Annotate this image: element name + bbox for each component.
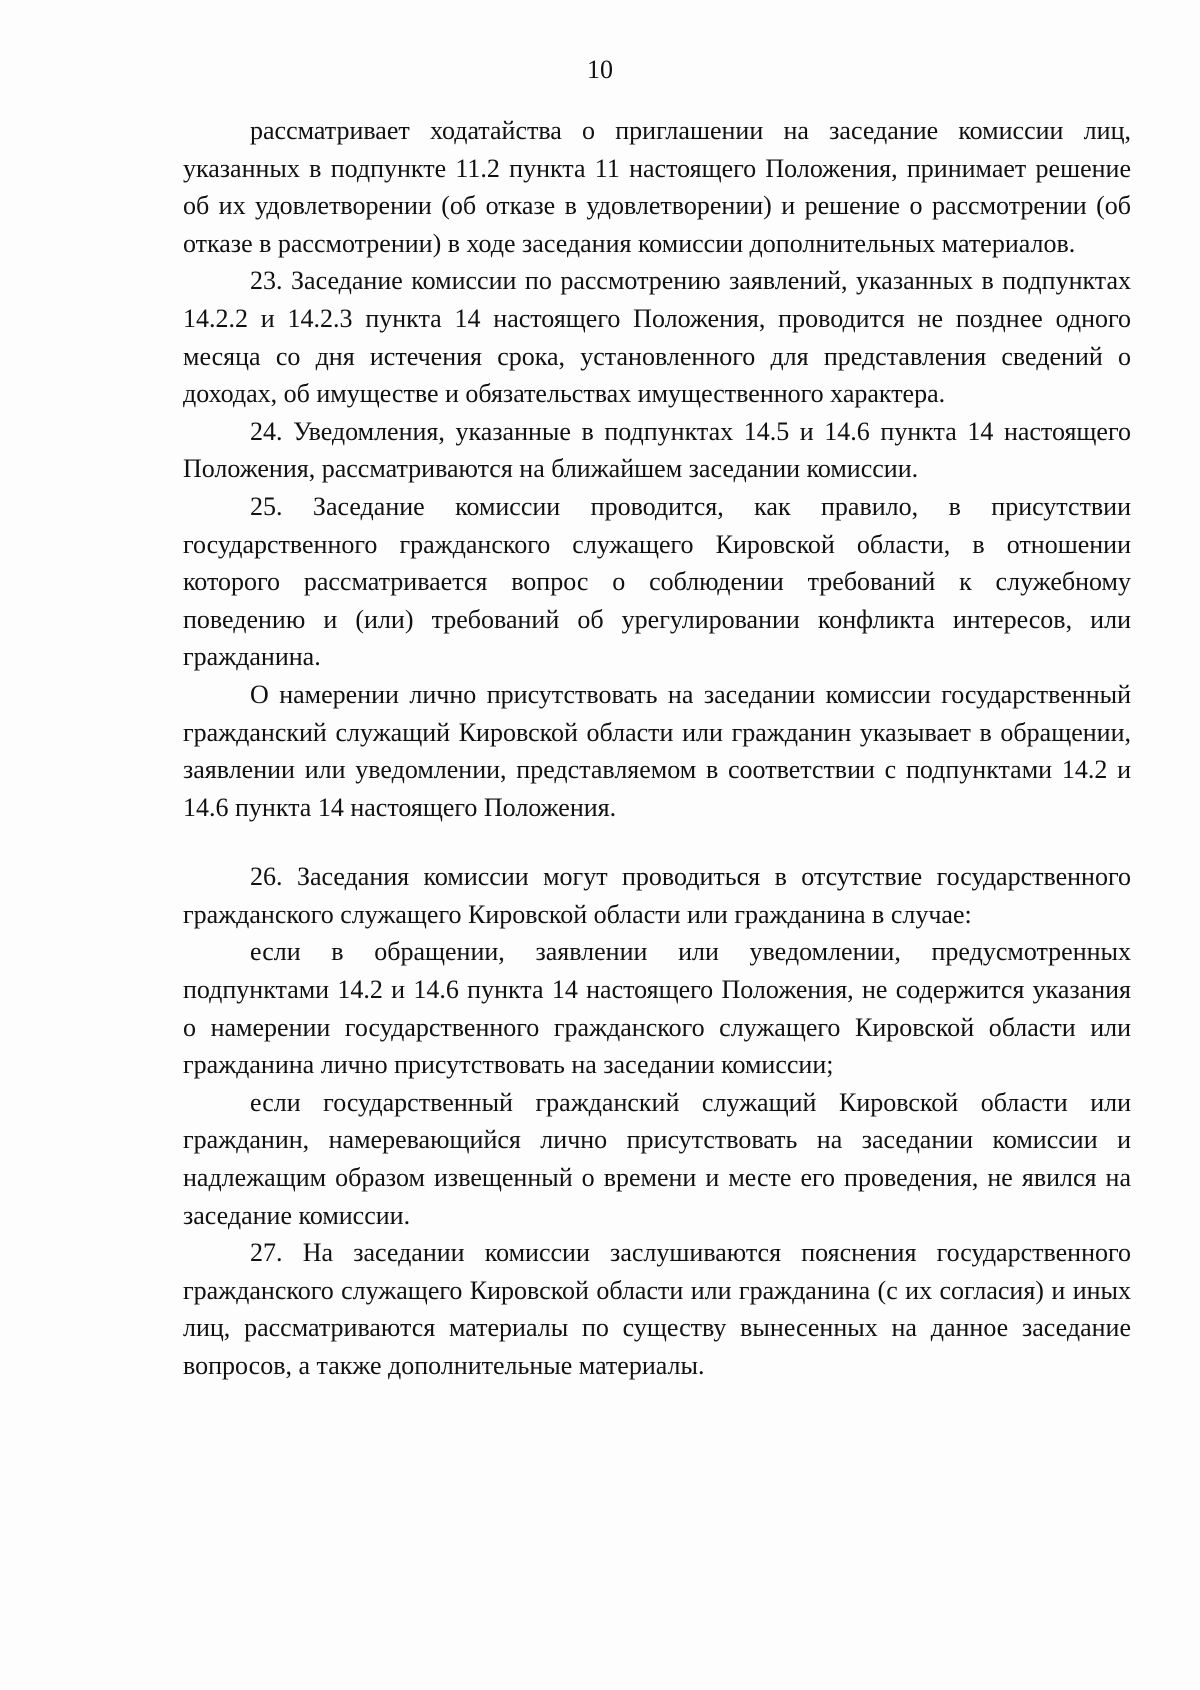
paragraph-25-intent: О намерении лично присутствовать на заседании комиссии государственный гражданский служащий Кировской области или гражданин указывает в обращении, заявлении или уведомлении, представляемом в соответствии с подпунктами 14.2 и 14.6 пункта 14 настоящего Положения.: [183, 679, 1131, 822]
paragraph-22-continuation: рассматривает ходатайства о приглашении на заседание комиссии лиц, указанных в подпункте 11.2 пункта 11 настоящего Положения, принимает решение об их удовлетворении (об отказе в удовлетворении) и решение о рассмотрении (об отказе в рассмотрении) в ходе заседания комиссии дополнительных материалов.: [183, 116, 1131, 258]
paragraph-24: 24. Уведомления, указанные в подпунктах 14.5 и 14.6 пункта 14 настоящего Положения, рассматриваются на ближайшем заседании комиссии.: [183, 416, 1131, 484]
paragraph-25: 25. Заседание комиссии проводится, как правило, в присутствии государственного гражданского служащего Кировской области, в отношении которого рассматривается вопрос о соблюдении требований к служебному поведению и (или) требований об урегулировании конфликта интересов, или гражданина.: [183, 491, 1131, 672]
document-body: [183, 112, 1131, 1385]
paragraph-27: 27. На заседании комиссии заслушиваются пояснения государственного гражданского служащего Кировской области или гражданина (с их согласия) и иных лиц, рассматриваются материалы по существу вынесенных на данное заседание вопросов, а также дополнительные материалы.: [183, 1238, 1131, 1380]
paragraph-26-case-2: если государственный гражданский служащий Кировской области или гражданин, намеревающийся лично присутствовать на заседании комиссии и надлежащим образом извещенный о времени и месте его проведения, не явился на заседание комиссии.: [183, 1087, 1131, 1230]
page-number: 10: [587, 55, 613, 84]
paragraph-26: 26. Заседания комиссии могут проводиться в отсутствие государственного гражданского служащего Кировской области или гражданина в случае:: [183, 862, 1131, 929]
paragraph-23: 23. Заседание комиссии по рассмотрению заявлений, указанных в подпунктах 14.2.2 и 14.2.3 пункта 14 настоящего Положения, проводится не позднее одного месяца со дня истечения срока, установленного для представления сведений о доходах, об имуществе и обязательствах имущественного характера.: [183, 266, 1131, 409]
paragraph-26-case-1: если в обращении, заявлении или уведомлении, предусмотренных подпунктами 14.2 и 14.6 пункта 14 настоящего Положения, не содержится указания о намерении государственного гражданского служащего Кировской области или гражданина лично присутствовать на заседании комиссии;: [183, 937, 1131, 1080]
